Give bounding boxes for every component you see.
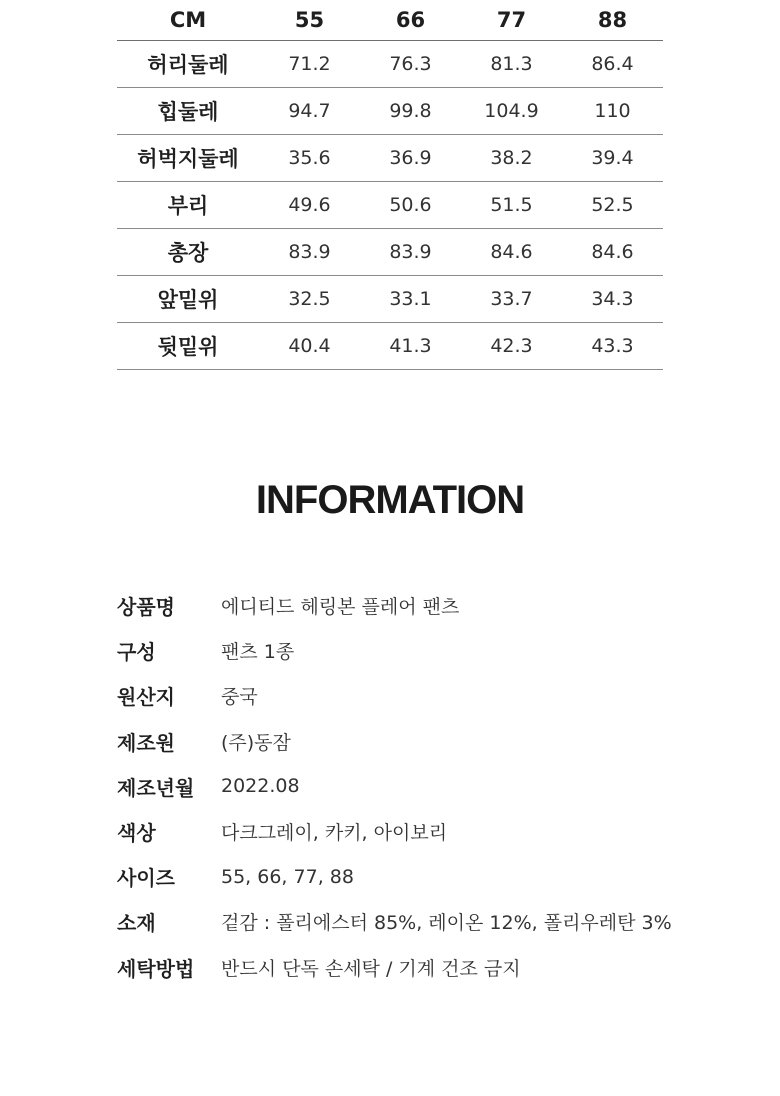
measurement-label: 앞밑위 <box>117 276 259 323</box>
table-row <box>117 323 663 370</box>
measurement-value: 83.9 <box>360 229 461 276</box>
measurement-value: 76.3 <box>360 41 461 88</box>
info-row-product-name <box>117 583 757 628</box>
information-title: INFORMATION <box>255 478 525 522</box>
info-key: 색상 <box>117 821 156 846</box>
measurement-value: 110 <box>562 88 663 135</box>
measurement-label: 뒷밑위 <box>117 323 259 370</box>
info-row-manufacture-date <box>117 764 757 809</box>
information-list <box>117 583 757 990</box>
info-value: 중국 <box>221 686 258 709</box>
size-header-77: 77 <box>461 0 562 41</box>
measurement-label: 허리둘레 <box>117 41 259 88</box>
info-key: 제조원 <box>117 730 175 755</box>
measurement-value: 81.3 <box>461 41 562 88</box>
measurement-value: 38.2 <box>461 135 562 182</box>
measurement-value: 50.6 <box>360 182 461 229</box>
measurement-value: 33.1 <box>360 276 461 323</box>
measurement-value: 83.9 <box>259 229 360 276</box>
table-row <box>117 276 663 323</box>
info-row-material <box>117 899 757 944</box>
size-table <box>117 0 663 370</box>
info-value: 2022.08 <box>221 775 300 798</box>
table-row <box>117 135 663 182</box>
info-value: 에디티드 헤링본 플레어 팬츠 <box>221 596 460 619</box>
info-row-washing <box>117 945 757 990</box>
info-row-manufacturer <box>117 719 757 764</box>
measurement-value: 84.6 <box>562 229 663 276</box>
table-row <box>117 41 663 88</box>
info-row-origin <box>117 673 757 718</box>
measurement-value: 49.6 <box>259 182 360 229</box>
size-header-88: 88 <box>562 0 663 41</box>
measurement-value: 33.7 <box>461 276 562 323</box>
measurement-value: 71.2 <box>259 41 360 88</box>
table-row <box>117 182 663 229</box>
measurement-value: 52.5 <box>562 182 663 229</box>
measurement-value: 35.6 <box>259 135 360 182</box>
measurement-label: 힙둘레 <box>117 88 259 135</box>
info-row-color <box>117 809 757 854</box>
info-key: 원산지 <box>117 685 175 710</box>
table-row <box>117 229 663 276</box>
info-value: 겉감 : 폴리에스터 85%, 레이온 12%, 폴리우레탄 3% <box>221 912 672 935</box>
size-header-55: 55 <box>259 0 360 41</box>
measurement-label: 부리 <box>117 182 259 229</box>
info-value: 55, 66, 77, 88 <box>221 865 354 888</box>
measurement-value: 34.3 <box>562 276 663 323</box>
measurement-value: 104.9 <box>461 88 562 135</box>
info-key: 소재 <box>117 911 156 936</box>
measurement-label: 총장 <box>117 229 259 276</box>
measurement-value: 84.6 <box>461 229 562 276</box>
table-row <box>117 88 663 135</box>
measurement-value: 39.4 <box>562 135 663 182</box>
size-table-unit-header: CM <box>117 0 259 41</box>
info-row-size <box>117 854 757 899</box>
measurement-value: 32.5 <box>259 276 360 323</box>
info-value: 다크그레이, 카키, 아이보리 <box>221 822 448 845</box>
measurement-value: 40.4 <box>259 323 360 370</box>
measurement-value: 99.8 <box>360 88 461 135</box>
size-header-66: 66 <box>360 0 461 41</box>
measurement-value: 42.3 <box>461 323 562 370</box>
measurement-value: 36.9 <box>360 135 461 182</box>
measurement-value: 43.3 <box>562 323 663 370</box>
info-key: 세탁방법 <box>117 956 195 981</box>
info-key: 상품명 <box>117 595 175 620</box>
info-key: 제조년월 <box>117 775 195 800</box>
info-key: 구성 <box>117 640 156 665</box>
info-value: 팬츠 1종 <box>221 641 295 664</box>
info-value: 반드시 단독 손세탁 / 기계 건조 금지 <box>221 957 521 980</box>
measurement-value: 94.7 <box>259 88 360 135</box>
measurement-value: 51.5 <box>461 182 562 229</box>
info-key: 사이즈 <box>117 866 175 891</box>
measurement-value: 41.3 <box>360 323 461 370</box>
measurement-value: 86.4 <box>562 41 663 88</box>
size-table-header-row <box>117 0 663 41</box>
measurement-label: 허벅지둘레 <box>117 135 259 182</box>
info-value: (주)동잠 <box>221 731 291 754</box>
info-row-composition <box>117 628 757 673</box>
